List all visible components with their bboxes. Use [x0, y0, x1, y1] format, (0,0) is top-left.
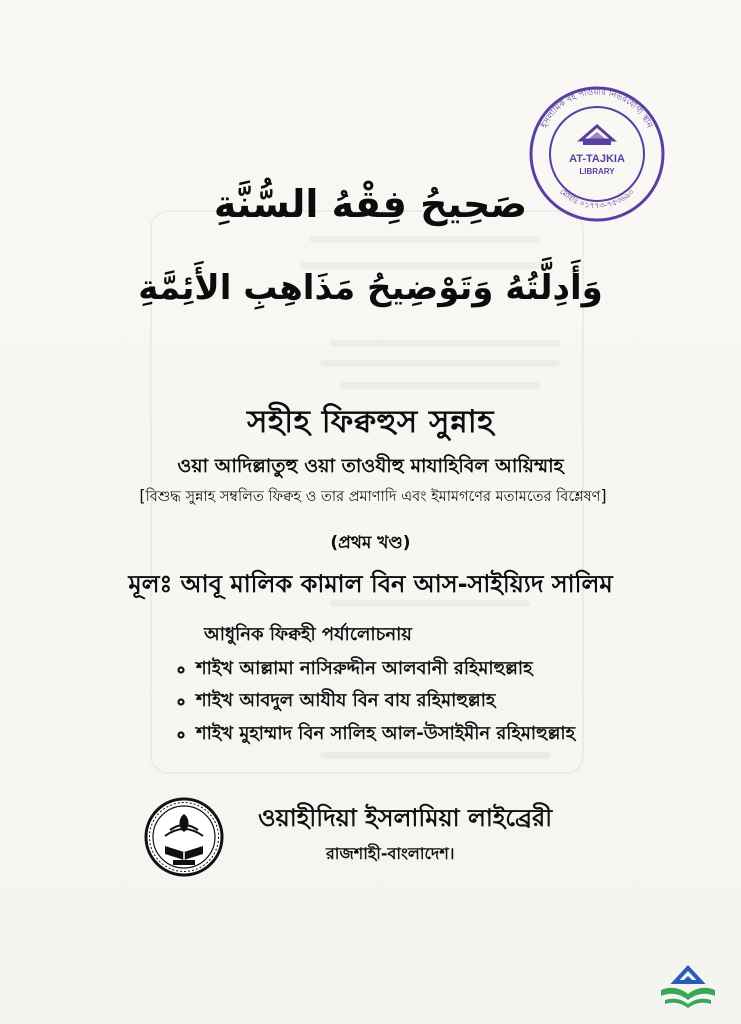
bleed-through-line [320, 360, 560, 367]
bleed-through-line [340, 382, 540, 389]
author-line: মূলঃ আবূ মালিক কামাল বিন আস-সাইয়্যিদ সালিম [128, 570, 613, 598]
stamp-phone-text: মোবাঃ ০১৭৭৩-৭৫৩৬৯০ [557, 187, 637, 211]
bleed-through-line [330, 340, 560, 347]
review-item [176, 719, 575, 750]
book-description: [বিশুদ্ধ সুন্নাহ সম্বলিত ফিক্বহ ও তার প্রমাণাদি এবং ইমামগণের মতামতের বিশ্লেষণ] [139, 486, 607, 505]
stamp-sub-text: LIBRARY [579, 167, 615, 176]
library-stamp-emblem-icon [581, 126, 613, 145]
volume-label: (প্রথম খণ্ড) [330, 533, 411, 553]
review-item [176, 686, 495, 717]
arabic-title: صَحِيحُ فِقْهُ السُّنَّةِ [213, 182, 528, 226]
review-item [176, 654, 533, 685]
publisher-name: ওয়াহীদিয়া ইসলামিয়া লাইব্রেরী [258, 804, 553, 832]
book-description-text: বিশুদ্ধ সুন্নাহ সম্বলিত ফিক্বহ ও তার প্রমাণাদি এবং ইমামগণের মতামতের বিশ্লেষণ [145, 489, 601, 505]
review-item-text: শাইখ আল্লামা নাসিরুদ্দীন আলবানী রহিমাহুল্লাহ [196, 658, 533, 679]
review-heading: আধুনিক ফিক্বহী পর্যালোচনায় [204, 624, 412, 645]
review-item-text: শাইখ আবদুল আযীয বিন বায রহিমাহুল্লাহ [196, 690, 496, 711]
bengali-title: সহীহ ফিক্বহুস সুন্নাহ [246, 404, 494, 440]
stamp-main-text: AT-TAJKIA [569, 153, 625, 165]
star-bullet-icon [176, 730, 186, 740]
star-bullet-icon [176, 697, 186, 707]
star-bullet-icon [176, 665, 186, 675]
publisher-place: রাজশাহী-বাংলাদেশ। [326, 844, 455, 863]
bleed-through-line [310, 236, 540, 243]
book-mark-icon [657, 964, 719, 1010]
review-item-text: শাইখ মুহাম্মাদ বিন সালিহ আল-উসাইমীন রহিমাহুল্লাহ [196, 723, 576, 744]
stamp-ring-text: ইসলামিক বই পাওয়ার নির্ভরযোগ্য স্থান [539, 87, 655, 130]
bleed-through-line [320, 752, 550, 759]
bengali-subtitle: ওয়া আদিল্লাতুহু ওয়া তাওযীহু মাযাহিবিল আয়িম্মাহ [177, 455, 564, 477]
arabic-subtitle: وَأَدِلَّتُهُ وَتَوْضِيحُ مَذَاهِبِ الأَئِمَّةِ [138, 268, 603, 308]
library-emblem-icon [143, 796, 225, 878]
